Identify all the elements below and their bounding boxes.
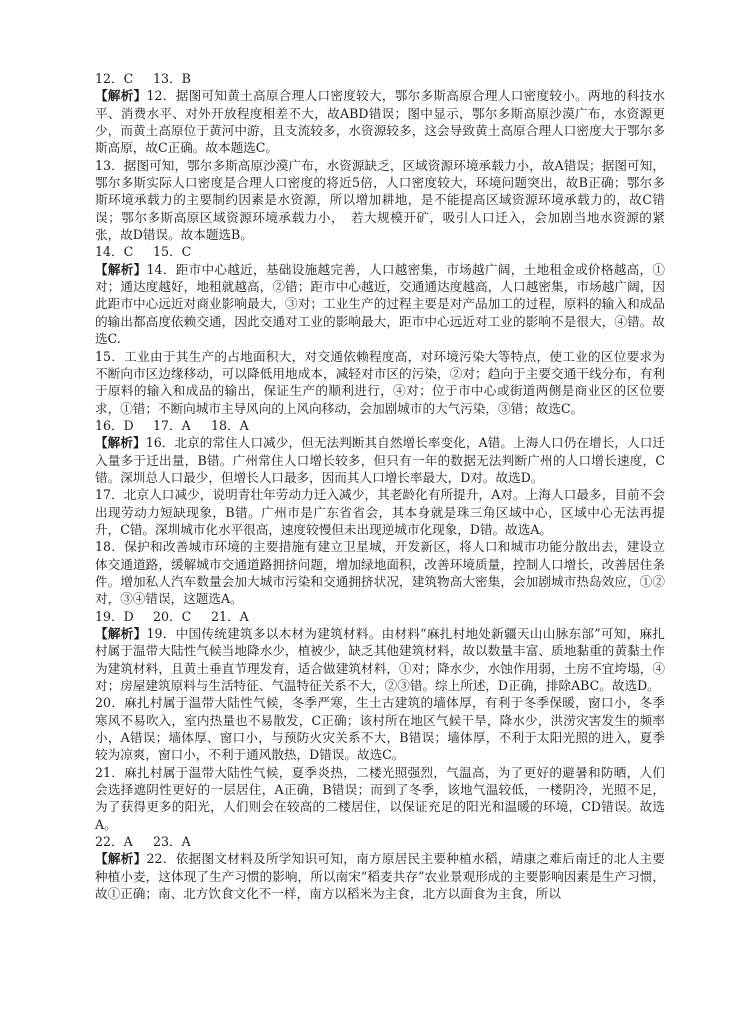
answer-key: 22．A bbox=[95, 834, 133, 850]
answer-key: 20．C bbox=[153, 608, 192, 624]
explanation-text: 22．依据图文材料及所学知识可知，南方原居民主要种植水稻，靖康之难后南迁的北人主要种植小麦，这体现了生产习惯的影响，所以南宋“稻麦共存”农业景观形成的主要影响因素是生产习惯，故①正确；南、北方饮食文化不一样，南方以稻米为主食，北方以面食为主食，所以 bbox=[95, 851, 666, 902]
explanation-paragraph bbox=[95, 538, 665, 607]
answer-key: 21．A bbox=[211, 608, 249, 624]
analysis-tag: 【解析】 bbox=[95, 435, 146, 451]
explanation-text: 13．据图可知，鄂尔多斯高原沙漠广布，水资源缺乏，区域资源环境承载力小，故A错误；据图可知，鄂尔多斯实际人口密度是合理人口密度的将近5倍，人口密度较大，环境问题突出，故B正确；鄂尔多斯环境承载力的主要制约因素是水资源，所以增加耕地，是不能提高区域资源环境承载力的，故C错误；鄂尔多斯高原区域资源环境承载力小， 若大规模开矿，吸引人口迁入，会加剧当地水资源的紧张，故D错误。故本题选B。 bbox=[95, 157, 665, 243]
document-body bbox=[95, 70, 665, 903]
explanation-text: 12．据图可知黄土高原合理人口密度较大，鄂尔多斯高原合理人口密度较小。两地的科技水平、消费水平、对外开放程度相差不大，故ABD错误；图中显示，鄂尔多斯高原沙漠广布，水资源更少，而黄土高原位于黄河中游，且支流较多，水资源较多，这会导致黄土高原合理人口密度大于鄂尔多斯高原，故C正确。故本题选C。 bbox=[95, 88, 666, 156]
explanation-text: 15．工业由于其生产的占地面积大，对交通依赖程度高，对环境污染大等特点，使工业的区位要求为不断向市区边缘移动，可以降低用地成本，减轻对市区的污染，②对；趋向于主要交通干线分布，有利于原料的输入和成品的输出，保证生产的顺利进行，④对；位于市中心或街道两侧是商业区的区位要求，①错；不断向城市主导风向的上风向移动，会加剧城市的大气污染，③错；故选C。 bbox=[95, 348, 665, 416]
analysis-tag: 【解析】 bbox=[95, 626, 147, 641]
answer-key: 17．A bbox=[153, 417, 191, 433]
explanation-text: 14．距市中心越近，基础设施越完善，人口越密集，市场越广阔，土地租金或价格越高，①对；通达度越好，地租就越高，②错；距市中心越近，交通通达度越高，人口越密集，市场越广阔，因此距市中心远近对商业影响最大，③对；工业生产的过程主要是对产品加工的过程，原料的输入和成品的输出都高度依赖交通，因此交通对工业的影响最大，距市中心远近对工业的影响不是很大，④错。故选C. bbox=[95, 261, 666, 347]
answer-line bbox=[95, 243, 665, 260]
explanation-text: 17．北京人口减少，说明青壮年劳动力迁入减少，其老龄化有所提升，A对。上海人口最多，目前不会出现劳动力短缺现象，B错。广州市是广东省省会，其本身就是珠三角区域中心，区域中心无法再提升，C错。深圳城市化水平很高，速度较慢但未出现逆城市化现象，D错。故选A。 bbox=[95, 487, 665, 537]
explanation-text: 20．麻扎村属于温带大陆性气候，冬季严寒，生土古建筑的墙体厚，有利于冬季保暖，窗口小，冬季寒风不易吹入，室内热量也不易散发，C正确；该村所在地区气候干旱，降水少，洪涝灾害发生的频率小，A错误；墙体厚、窗口小，与预防火灾关系不大，B错误；墙体厚，不利于太阳光照的进入，夏季较为凉爽，窗口小，不利于通风散热，D错误。故选C。 bbox=[95, 695, 665, 763]
answer-key: 14．C bbox=[95, 244, 134, 260]
explanation-paragraph bbox=[95, 764, 665, 833]
answer-line bbox=[95, 608, 665, 625]
explanation-paragraph bbox=[95, 850, 665, 902]
answer-key: 15．C bbox=[153, 244, 192, 260]
explanation-text: 18．保护和改善城市环境的主要措施有建立卫星城，开发新区，将人口和城市功能分散出去，建设立体交通道路，缓解城市交通道路拥挤问题，增加绿地面积，改善环境质量，控制人口增长，改善居住条件。增加私人汽车数量会加大城市污染和交通拥挤状况，建筑物高大密集，会加剧城市热岛效应，①②对，③④错误，这题选A。 bbox=[95, 539, 665, 607]
answer-key: 23．A bbox=[153, 834, 191, 850]
answer-key: 16．D bbox=[95, 417, 134, 433]
explanation-paragraph bbox=[95, 87, 665, 156]
answer-key: 12．C bbox=[95, 71, 134, 86]
analysis-tag: 【解析】 bbox=[95, 851, 147, 867]
answer-line bbox=[95, 417, 665, 434]
explanation-paragraph bbox=[95, 625, 665, 694]
answer-key: 18．A bbox=[211, 417, 249, 433]
answer-key: 19．D bbox=[95, 608, 134, 624]
explanation-text: 19．中国传统建筑多以木材为建筑材料。由材料“麻扎村地处新疆天山山脉东部”可知，麻扎村属于温带大陆性气候当地降水少，植被少，缺乏其他建筑材料，故以数量丰富、质地黏重的黄黏土作为建筑材料，且黄土垂直节理发育，适合做建筑材料，①对；降水少，水蚀作用弱，土房不宜垮塌，④对；房屋建筑原料与生活特征、气温特征关系不大，②③错。综上所述，D正确，排除ABC。故选D。 bbox=[95, 626, 665, 694]
explanation-text: 21．麻扎村属于温带大陆性气候，夏季炎热，二楼光照强烈，气温高，为了更好的避暑和防晒，人们会选择遮阴性更好的一层居住，A正确，B错误；而到了冬季，该地气温较低，一楼阴冷，光照不足，为了获得更多的阳光，人们则会在较高的二楼居住，以保证充足的阳光和温暖的环境，CD错误。故选A。 bbox=[95, 764, 665, 832]
analysis-tag: 【解析】 bbox=[95, 88, 147, 104]
explanation-paragraph bbox=[95, 157, 665, 244]
answer-key: 13．B bbox=[153, 71, 191, 86]
explanation-paragraph bbox=[95, 434, 665, 486]
answer-line bbox=[95, 70, 665, 87]
explanation-text: 16．北京的常住人口减少，但无法判断其自然增长率变化，A错。上海人口仍在增长，人口迁入量多于迁出量，B错。广州常住人口增长较多，但只有一年的数据无法判断广州的人口增长速度，C错。深圳总人口最少，但增长人口最多，因而其人口增长率最大，D对。故选D。 bbox=[95, 435, 666, 485]
explanation-paragraph bbox=[95, 261, 665, 348]
explanation-paragraph bbox=[95, 694, 665, 763]
explanation-paragraph bbox=[95, 486, 665, 538]
analysis-tag: 【解析】 bbox=[95, 261, 147, 277]
answer-line bbox=[95, 833, 665, 850]
explanation-paragraph bbox=[95, 348, 665, 417]
